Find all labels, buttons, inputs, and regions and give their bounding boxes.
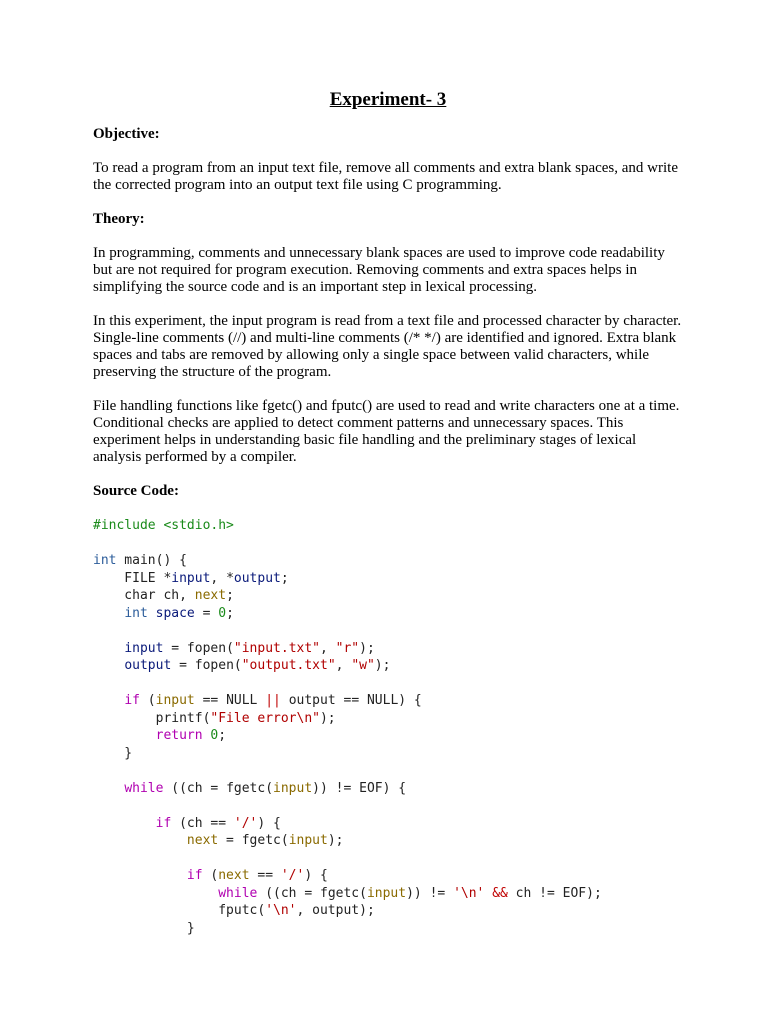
code-token: "r" — [335, 640, 360, 656]
code-token: main() { — [116, 553, 187, 568]
code-token: '\n' — [453, 885, 485, 901]
theory-paragraph-3: File handling functions like fgetc() and fputc() are used to read and write characters one at a time. Conditional checks are applied to detect comment patterns and unnecessary spaces. This experiment helps in understanding basic file handling and the preliminary stages of lexical analysis performed by a compiler. — [93, 398, 680, 465]
code-token: && — [492, 885, 508, 901]
page-title: Experiment- 3 — [329, 89, 447, 110]
objective-text: To read a program from an input text file, remove all comments and extra blank spaces, and write the corrected program into an output text file using C programming. — [93, 160, 678, 193]
code-line — [93, 675, 683, 693]
code-line — [93, 640, 683, 658]
theory-paragraph-1: In programming, comments and unnecessary blank spaces are used to improve code readability but are not required for program execution. Removing comments and extra spaces helps in simplifying the source code and is an important step in lexical processing. — [93, 245, 665, 295]
code-token — [93, 886, 218, 901]
code-token: next — [186, 833, 219, 848]
source-code-block — [93, 517, 683, 937]
code-token: , * — [210, 570, 234, 586]
code-token: 0 — [218, 605, 227, 621]
code-token: input — [124, 640, 164, 656]
code-line — [93, 727, 683, 745]
code-token: input — [273, 780, 313, 796]
code-token: ; — [218, 728, 227, 743]
code-token: ( — [139, 693, 156, 708]
code-token: == NULL — [194, 693, 266, 708]
code-token — [93, 641, 124, 656]
code-token — [93, 606, 124, 621]
code-token: ( — [202, 868, 219, 883]
code-line — [93, 657, 683, 675]
code-token — [93, 833, 187, 848]
code-line — [93, 587, 683, 605]
code-line — [93, 850, 683, 868]
code-token — [148, 606, 156, 621]
code-token: return — [155, 728, 203, 743]
code-token: #include <stdio.h> — [93, 518, 234, 533]
code-line — [93, 902, 683, 920]
code-line — [93, 832, 683, 850]
code-token: fputc( — [93, 903, 266, 918]
code-token — [93, 728, 156, 743]
code-token: , — [320, 640, 336, 656]
code-token: , output); — [296, 903, 375, 918]
code-token: '/' — [233, 815, 258, 831]
code-token: } — [93, 920, 195, 936]
code-line — [93, 920, 683, 938]
code-token: space — [155, 605, 195, 621]
code-line — [93, 605, 683, 623]
code-token: ((ch = fgetc( — [257, 885, 367, 901]
code-token: next — [218, 868, 250, 883]
code-token: ) { — [257, 815, 281, 831]
code-token: output — [124, 658, 172, 673]
document-page — [93, 88, 683, 937]
code-token: "w" — [351, 658, 375, 673]
objective-heading: Objective: — [93, 126, 160, 142]
code-token: if — [186, 868, 203, 883]
code-token: if — [124, 693, 140, 708]
theory-heading: Theory: — [93, 211, 145, 227]
code-token: printf( — [93, 710, 211, 726]
code-line — [93, 570, 683, 588]
code-token: "File error\n" — [210, 710, 320, 726]
code-token: output — [233, 570, 281, 586]
code-line — [93, 692, 683, 710]
code-token: while — [218, 885, 258, 901]
code-line — [93, 622, 683, 640]
code-token — [93, 693, 124, 708]
code-token: ) { — [304, 868, 328, 883]
code-token — [93, 658, 124, 673]
code-line — [93, 797, 683, 815]
code-token: = fopen( — [163, 640, 234, 656]
code-line — [93, 762, 683, 780]
code-token: ); — [327, 833, 344, 848]
source-code-heading: Source Code: — [93, 483, 179, 499]
code-token — [93, 781, 124, 796]
code-token: ((ch = fgetc( — [163, 780, 274, 796]
code-token: ); — [319, 710, 336, 726]
code-token: input — [288, 833, 328, 848]
code-token: next — [194, 588, 227, 603]
code-token: = — [194, 605, 219, 621]
code-token: == — [249, 868, 281, 883]
code-token: } — [93, 745, 133, 761]
code-token: '\n' — [265, 903, 297, 918]
code-token: ; — [280, 570, 289, 586]
code-token: int — [93, 553, 117, 568]
code-token: (ch == — [171, 815, 234, 831]
code-line — [93, 745, 683, 763]
code-token: FILE * — [93, 570, 172, 586]
code-token: )) != — [406, 885, 454, 901]
code-token: input — [171, 570, 211, 586]
code-token: while — [124, 780, 164, 796]
code-token: ); — [374, 658, 391, 673]
code-token: if — [155, 815, 172, 831]
code-token: int — [124, 605, 148, 621]
code-line — [93, 517, 683, 535]
code-token: ); — [359, 640, 375, 656]
code-token: input — [155, 693, 195, 708]
code-line — [93, 867, 683, 885]
code-token: 0 — [210, 728, 219, 743]
theory-paragraph-2: In this experiment, the input program is read from a text file and processed character by character. Single-line comments (//) and multi-line comments (/* */) are identified and ignored. Extra blank spaces and tabs are removed by allowing only a single space between valid characters, while preserving the structure of the program. — [93, 313, 682, 380]
code-token: "input.txt" — [233, 640, 320, 656]
code-line — [93, 885, 683, 903]
code-token: = fgetc( — [218, 833, 289, 848]
code-line — [93, 780, 683, 798]
code-line — [93, 535, 683, 553]
code-token: "output.txt" — [241, 658, 336, 673]
code-line — [93, 552, 683, 570]
code-token: = fopen( — [171, 658, 242, 673]
code-token: input — [366, 885, 407, 901]
code-token — [93, 816, 156, 831]
code-token: || — [265, 693, 281, 708]
code-line — [93, 710, 683, 728]
code-token — [93, 868, 187, 883]
code-token: )) != EOF) { — [312, 780, 407, 796]
code-token: ; — [226, 605, 234, 621]
code-line — [93, 815, 683, 833]
code-token: ; — [226, 588, 234, 603]
code-token: output == NULL) { — [280, 693, 422, 708]
code-token: char ch, — [93, 588, 195, 603]
code-token: ch != EOF); — [507, 885, 602, 901]
code-token: '/' — [280, 868, 305, 883]
code-token: , — [335, 658, 352, 673]
